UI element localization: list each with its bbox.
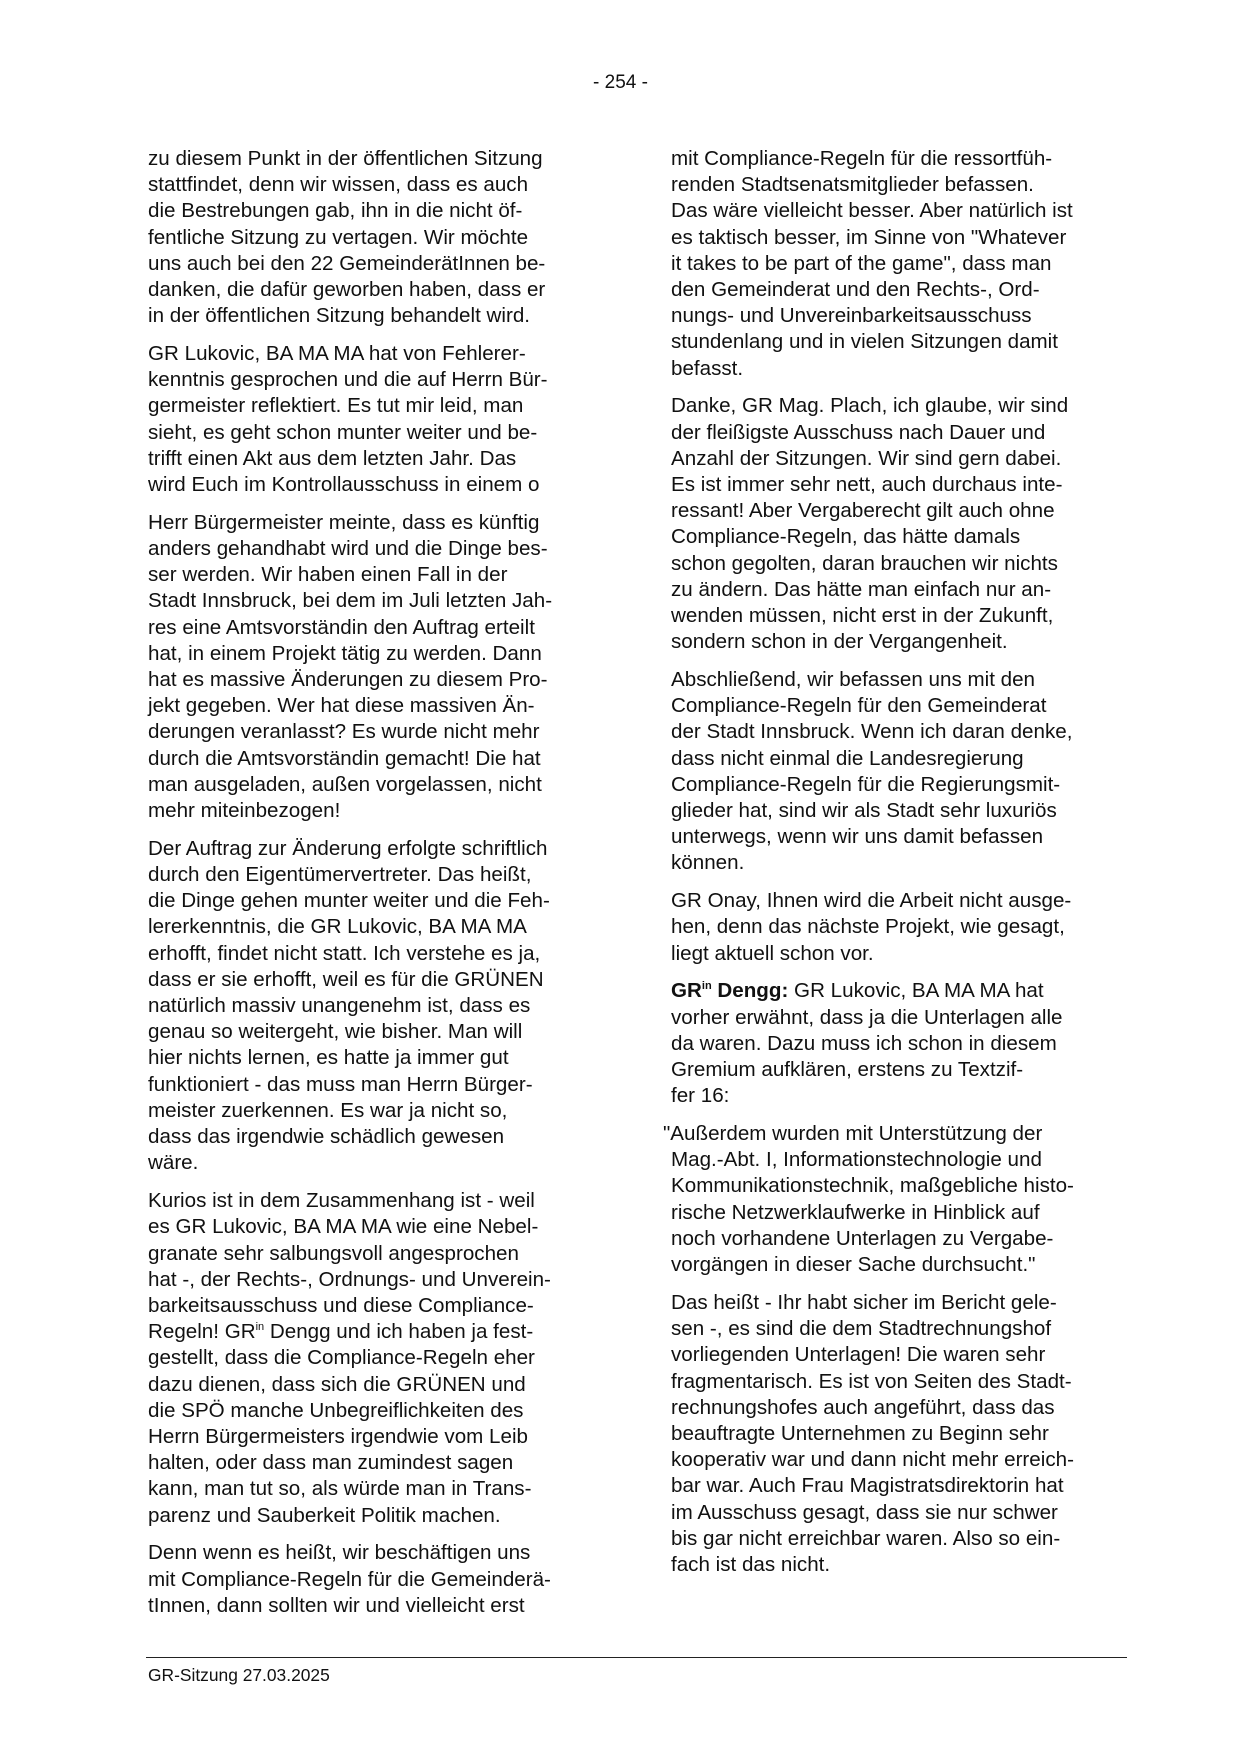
text-line: mehr miteinbezogen!	[148, 799, 341, 823]
text-line: es GR Lukovic, BA MA MA wie eine Nebel-	[148, 1215, 539, 1239]
text-line: tInnen, dann sollten wir und vielleicht erst	[148, 1593, 525, 1617]
text-line: vorliegenden Unterlagen! Die waren sehr	[671, 1343, 1046, 1367]
text-line: man ausgeladen, außen vorgelassen, nicht	[148, 772, 542, 796]
paragraph	[148, 510, 603, 824]
text-line: nungs- und Unvereinbarkeitsausschuss	[671, 304, 1032, 328]
text-fragment: Dengg und ich haben ja fest-	[264, 1320, 534, 1344]
paragraph	[671, 888, 1131, 967]
text-line: res eine Amtsvorständin den Auftrag erteilt	[148, 615, 535, 639]
speaker-paragraph	[671, 978, 1131, 1109]
text-line: Stadt Innsbruck, bei dem im Juli letzten Jah-	[148, 589, 553, 613]
text-line: halten, oder dass man zumindest sagen	[148, 1451, 514, 1475]
paragraph	[148, 341, 603, 498]
text-line: dass er sie erhofft, weil es für die GRÜNEN	[148, 967, 544, 991]
text-line: in der öffentlichen Sitzung behandelt wird.	[148, 304, 530, 328]
text-line: Gremium aufklären, erstens zu Textzif-	[671, 1058, 1024, 1082]
text-line: it takes to be part of the game", dass man	[671, 251, 1052, 275]
text-line: vorher erwähnt, dass ja die Unterlagen alle	[671, 1005, 1063, 1029]
text-line: dass nicht einmal die Landesregierung	[671, 746, 1024, 770]
text-line: hat, in einem Projekt tätig zu werden. Dann	[148, 641, 542, 665]
paragraph	[671, 393, 1131, 655]
text-line: Denn wenn es heißt, wir beschäftigen uns	[148, 1541, 531, 1565]
text-line: Es ist immer sehr nett, auch durchaus inte-	[671, 473, 1063, 497]
text-line: hat es massive Änderungen zu diesem Pro-	[148, 668, 548, 692]
text-line: fentliche Sitzung zu vertagen. Wir möchte	[148, 225, 529, 249]
text-line: funktioniert - das muss man Herrn Bürger-	[148, 1072, 533, 1096]
text-line: glieder hat, sind wir als Stadt sehr luxuriös	[671, 799, 1057, 823]
text-line: Compliance-Regeln für den Gemeinderat	[671, 694, 1047, 718]
text-line: uns auch bei den 22 GemeinderätInnen be-	[148, 251, 546, 275]
text-line: kann, man tut so, als würde man in Trans-	[148, 1477, 532, 1501]
text-line: Der Auftrag zur Änderung erfolgte schriftlich	[148, 836, 548, 860]
text-line: kooperativ war und dann nicht mehr erreich-	[671, 1448, 1074, 1472]
text-line: "Außerdem wurden mit Unterstützung der	[663, 1122, 1043, 1146]
paragraph	[671, 667, 1131, 877]
paragraph	[148, 146, 603, 329]
text-line: lererkenntnis, die GR Lukovic, BA MA MA	[148, 915, 527, 939]
text-line: unterwegs, wenn wir uns damit befassen	[671, 825, 1044, 849]
text-line: wird Euch im Kontrollausschuss in einem o	[148, 473, 540, 497]
text-line: danken, die dafür geworben haben, dass er	[148, 278, 546, 302]
paragraph	[671, 146, 1131, 382]
text-line: fragmentarisch. Es ist von Seiten des Stadt-	[671, 1369, 1072, 1393]
text-line: befasst.	[671, 356, 744, 380]
text-line: Das heißt - Ihr habt sicher im Bericht gele-	[671, 1290, 1057, 1314]
text-line: dass das irgendwie schädlich gewesen	[148, 1125, 505, 1149]
text-line: vorgängen in dieser Sache durchsucht."	[671, 1253, 1036, 1277]
text-line: germeister reflektiert. Es tut mir leid, man	[148, 394, 524, 418]
text-line: Kommunikationstechnik, maßgebliche histo-	[671, 1174, 1074, 1198]
text-line: beauftragte Unternehmen zu Beginn sehr	[671, 1421, 1049, 1445]
text-line: hier nichts lernen, es hatte ja immer gut	[148, 1046, 509, 1070]
text-line: granate sehr salbungsvoll angesprochen	[148, 1241, 519, 1265]
text-line: bar war. Auch Frau Magistratsdirektorin hat	[671, 1474, 1064, 1498]
text-line: gestellt, dass die Compliance-Regeln eher	[148, 1346, 535, 1370]
text-line: renden Stadtsenatsmitglieder befassen.	[671, 173, 1034, 197]
text-line: fer 16:	[671, 1084, 730, 1108]
text-line: erhofft, findet nicht statt. Ich verstehe es ja,	[148, 941, 541, 965]
text-line: trifft einen Akt aus dem letzten Jahr. Das	[148, 446, 517, 470]
superscript: in	[255, 1321, 265, 1334]
text-line	[671, 978, 1131, 1004]
text-line: noch vorhandene Unterlagen zu Vergabe-	[671, 1226, 1054, 1250]
text-line: hat -, der Rechts-, Ordnungs- und Unverein-	[148, 1267, 551, 1291]
paragraph	[671, 1290, 1131, 1578]
text-line: durch den Eigentümervertreter. Das heißt,	[148, 863, 532, 887]
text-fragment: GR	[671, 979, 702, 1003]
block-quote	[663, 1121, 1131, 1278]
text-line: wenden müssen, nicht erst in der Zukunft,	[671, 604, 1054, 628]
text-line: stundenlang und in vielen Sitzungen damit	[671, 330, 1058, 354]
text-line: der fleißigste Ausschuss nach Dauer und	[671, 420, 1046, 444]
paragraph	[148, 1188, 603, 1529]
text-line: GR Lukovic, BA MA MA hat von Fehlerer-	[148, 342, 526, 366]
text-line: sondern schon in der Vergangenheit.	[671, 630, 1008, 654]
text-line: mit Compliance-Regeln für die ressortfüh-	[671, 147, 1053, 170]
text-line: die SPÖ manche Unbegreiflichkeiten des	[148, 1398, 524, 1422]
text-line: Anzahl der Sitzungen. Wir sind gern dabei.	[671, 446, 1062, 470]
text-line: jekt gegeben. Wer hat diese massiven Än-	[148, 694, 535, 718]
text-line: meister zuerkennen. Es war ja nicht so,	[148, 1098, 508, 1122]
text-line: sen -, es sind die dem Stadtrechnungshof	[671, 1317, 1052, 1341]
footer-divider	[146, 1657, 1127, 1658]
text-line: liegt aktuell schon vor.	[671, 941, 874, 965]
text-line: schon gegolten, daran brauchen wir nichts	[671, 551, 1058, 575]
text-line: stattfindet, denn wir wissen, dass es auch	[148, 173, 529, 197]
text-line: durch die Amtsvorständin gemacht! Die hat	[148, 746, 541, 770]
text-line: ser werden. Wir haben einen Fall in der	[148, 563, 508, 587]
text-line: können.	[671, 851, 745, 875]
text-line: Danke, GR Mag. Plach, ich glaube, wir sind	[671, 394, 1069, 418]
text-line: GR Onay, Ihnen wird die Arbeit nicht ausge-	[671, 889, 1072, 913]
right-column	[663, 146, 1131, 1590]
text-line	[148, 1319, 603, 1345]
text-line: zu diesem Punkt in der öffentlichen Sitzung	[148, 147, 543, 170]
text-line: es taktisch besser, im Sinne von "Whatever	[671, 225, 1067, 249]
text-fragment: GR Lukovic, BA MA MA hat	[788, 979, 1044, 1003]
text-line: bis gar nicht erreichbar waren. Also so ein-	[671, 1526, 1061, 1550]
page-number: - 254 -	[593, 72, 648, 93]
text-fragment: Regeln! GR	[148, 1320, 256, 1344]
text-line: Mag.-Abt. I, Informationstechnologie und	[671, 1148, 1042, 1172]
text-line: derungen veranlasst? Es wurde nicht mehr	[148, 720, 540, 744]
text-line: da waren. Dazu muss ich schon in diesem	[671, 1031, 1057, 1055]
text-line: fach ist das nicht.	[671, 1552, 831, 1576]
text-line: Compliance-Regeln für die Regierungsmit-	[671, 772, 1061, 796]
text-line: barkeitsausschuss und diese Compliance-	[148, 1293, 534, 1317]
text-line: rechnungshofes auch angeführt, dass das	[671, 1395, 1055, 1419]
text-line: Herr Bürgermeister meinte, dass es künftig	[148, 510, 540, 534]
text-fragment: Dengg:	[711, 979, 789, 1003]
text-line: dazu dienen, dass sich die GRÜNEN und	[148, 1372, 526, 1396]
left-column	[148, 146, 603, 1631]
text-line: Compliance-Regeln, das hätte damals	[671, 525, 1021, 549]
text-line: wäre.	[148, 1151, 199, 1175]
text-line: den Gemeinderat und den Rechts-, Ord-	[671, 278, 1040, 302]
text-line: die Dinge gehen munter weiter und die Feh-	[148, 889, 550, 913]
text-line: Abschließend, wir befassen uns mit den	[671, 668, 1036, 692]
text-line: Herrn Bürgermeisters irgendwie vom Leib	[148, 1424, 528, 1448]
text-line: kenntnis gesprochen und die auf Herrn Bür-	[148, 368, 548, 392]
text-line: parenz und Sauberkeit Politik machen.	[148, 1503, 501, 1527]
text-line: natürlich massiv unangenehm ist, dass es	[148, 994, 531, 1018]
text-line: anders gehandhabt wird und die Dinge bes-	[148, 537, 548, 561]
text-line: ressant! Aber Vergaberecht gilt auch ohne	[671, 499, 1055, 523]
text-line: im Ausschuss gesagt, dass sie nur schwer	[671, 1500, 1058, 1524]
text-line: mit Compliance-Regeln für die Gemeinderä-	[148, 1567, 551, 1591]
text-line: zu ändern. Das hätte man einfach nur an-	[671, 577, 1052, 601]
text-line: genau so weitergeht, wie bisher. Man will	[148, 1020, 523, 1044]
superscript: in	[701, 980, 712, 993]
footer-session-date: GR-Sitzung 27.03.2025	[148, 1665, 330, 1685]
text-line: Kurios ist in dem Zusammenhang ist - weil	[148, 1189, 535, 1213]
paragraph	[148, 836, 603, 1177]
text-line: sieht, es geht schon munter weiter und be-	[148, 420, 538, 444]
text-line: Das wäre vielleicht besser. Aber natürlich ist	[671, 199, 1073, 223]
speaker-name	[671, 979, 788, 1002]
text-line: der Stadt Innsbruck. Wenn ich daran denke,	[671, 720, 1073, 744]
text-line: die Bestrebungen gab, ihn in die nicht öf-	[148, 199, 523, 223]
text-line: hen, denn das nächste Projekt, wie gesagt,	[671, 915, 1065, 939]
text-line: rische Netzwerklaufwerke in Hinblick auf	[671, 1200, 1040, 1224]
paragraph	[148, 1540, 603, 1619]
